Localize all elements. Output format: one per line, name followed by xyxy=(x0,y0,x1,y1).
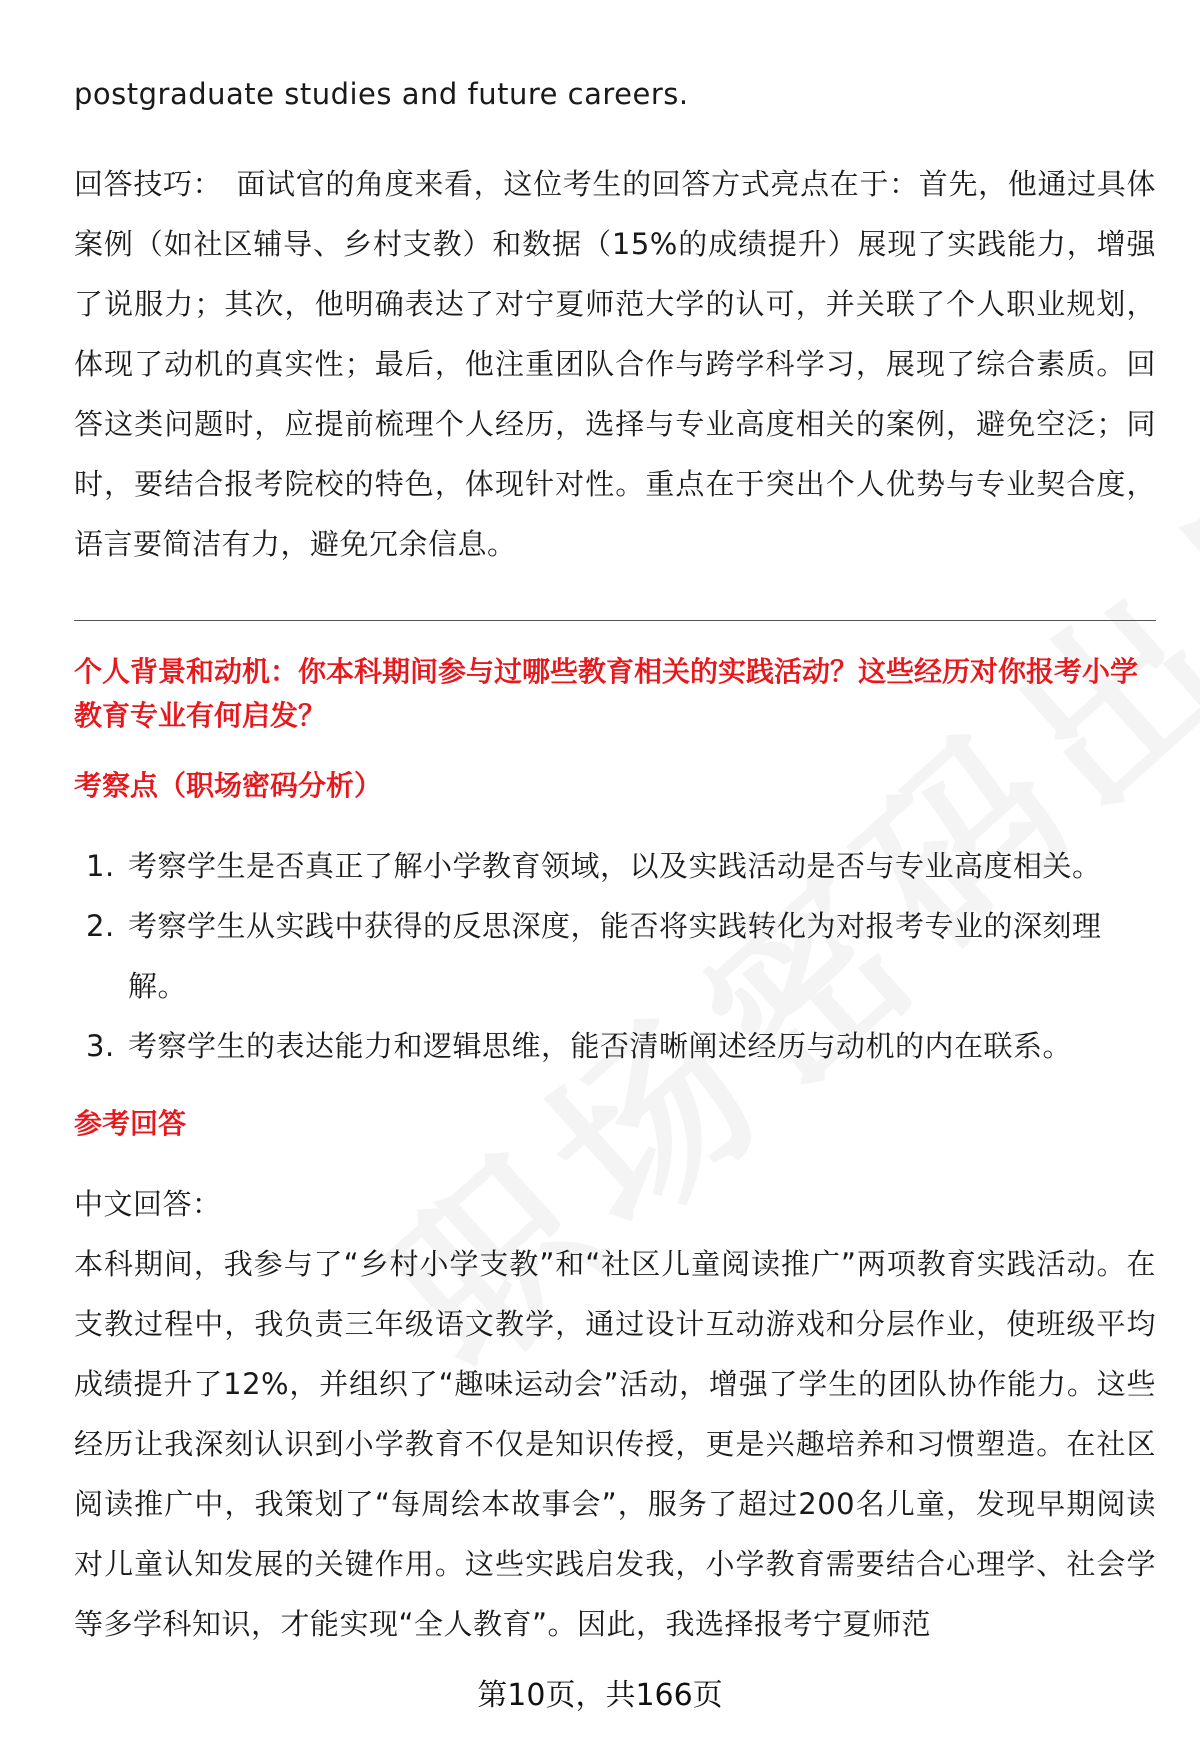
chinese-answer-label: 中文回答： xyxy=(74,1187,222,1221)
question-heading: 个人背景和动机：你本科期间参与过哪些教育相关的实践活动？这些经历对你报考小学教育专业有何启发？ xyxy=(74,655,1139,732)
list-number: 2. xyxy=(86,909,115,943)
tips-text: 面试官的角度来看，这位考生的回答方式亮点在于：首先，他通过具体案例（如社区辅导、乡村支教）和数据（15%的成绩提升）展现了实践能力，增强了说服力；其次，他明确表达了对宁夏师范大学的认可，并关联了个人职业规划，体现了动机的真实性；最后，他注重团队合作与跨学科学习，展现了综合素质。回答这类问题时，应提前梳理个人经历，选择与专业高度相关的案例，避免空泛；同时，要结合报考院校的特色，体现针对性。重点在于突出个人优势与专业契合度，语言要简洁有力，避免冗余信息。 xyxy=(74,167,1156,561)
tips-label: 回答技巧： xyxy=(74,167,223,201)
list-number: 3. xyxy=(86,1029,115,1063)
list-number: 1. xyxy=(86,849,115,883)
list-item xyxy=(74,896,1156,1016)
list-item-text: 考察学生从实践中获得的反思深度，能否将实践转化为对报考专业的深刻理解。 xyxy=(128,909,1102,1003)
answer-tips-paragraph xyxy=(74,154,1156,574)
page-footer: 第10页，共166页 xyxy=(477,1678,723,1713)
list-item-text: 考察学生是否真正了解小学教育领域，以及实践活动是否与专业高度相关。 xyxy=(128,849,1102,883)
lead-paragraph: postgraduate studies and future careers. xyxy=(74,77,689,111)
section-divider xyxy=(74,620,1156,621)
assessment-points-heading: 考察点（职场密码分析） xyxy=(74,769,383,802)
list-item xyxy=(74,836,1156,896)
assessment-points-list xyxy=(74,836,1156,1076)
chinese-answer-body: 本科期间，我参与了“乡村小学支教”和“社区儿童阅读推广”两项教育实践活动。在支教过程中，我负责三年级语文教学，通过设计互动游戏和分层作业，使班级平均成绩提升了12%，并组织了“趣味运动会”活动，增强了学生的团队协作能力。这些经历让我深刻认识到小学教育不仅是知识传授，更是兴趣培养和习惯塑造。在社区阅读推广中，我策划了“每周绘本故事会”，服务了超过200名儿童，发现早期阅读对儿童认知发展的关键作用。这些实践启发我，小学教育需要结合心理学、社会学等多学科知识，才能实现“全人教育”。因此，我选择报考宁夏师范 xyxy=(74,1247,1156,1641)
reference-answer-heading: 参考回答 xyxy=(74,1107,187,1140)
list-item xyxy=(74,1016,1156,1076)
list-item-text: 考察学生的表达能力和逻辑思维，能否清晰阐述经历与动机的内在联系。 xyxy=(128,1029,1073,1063)
